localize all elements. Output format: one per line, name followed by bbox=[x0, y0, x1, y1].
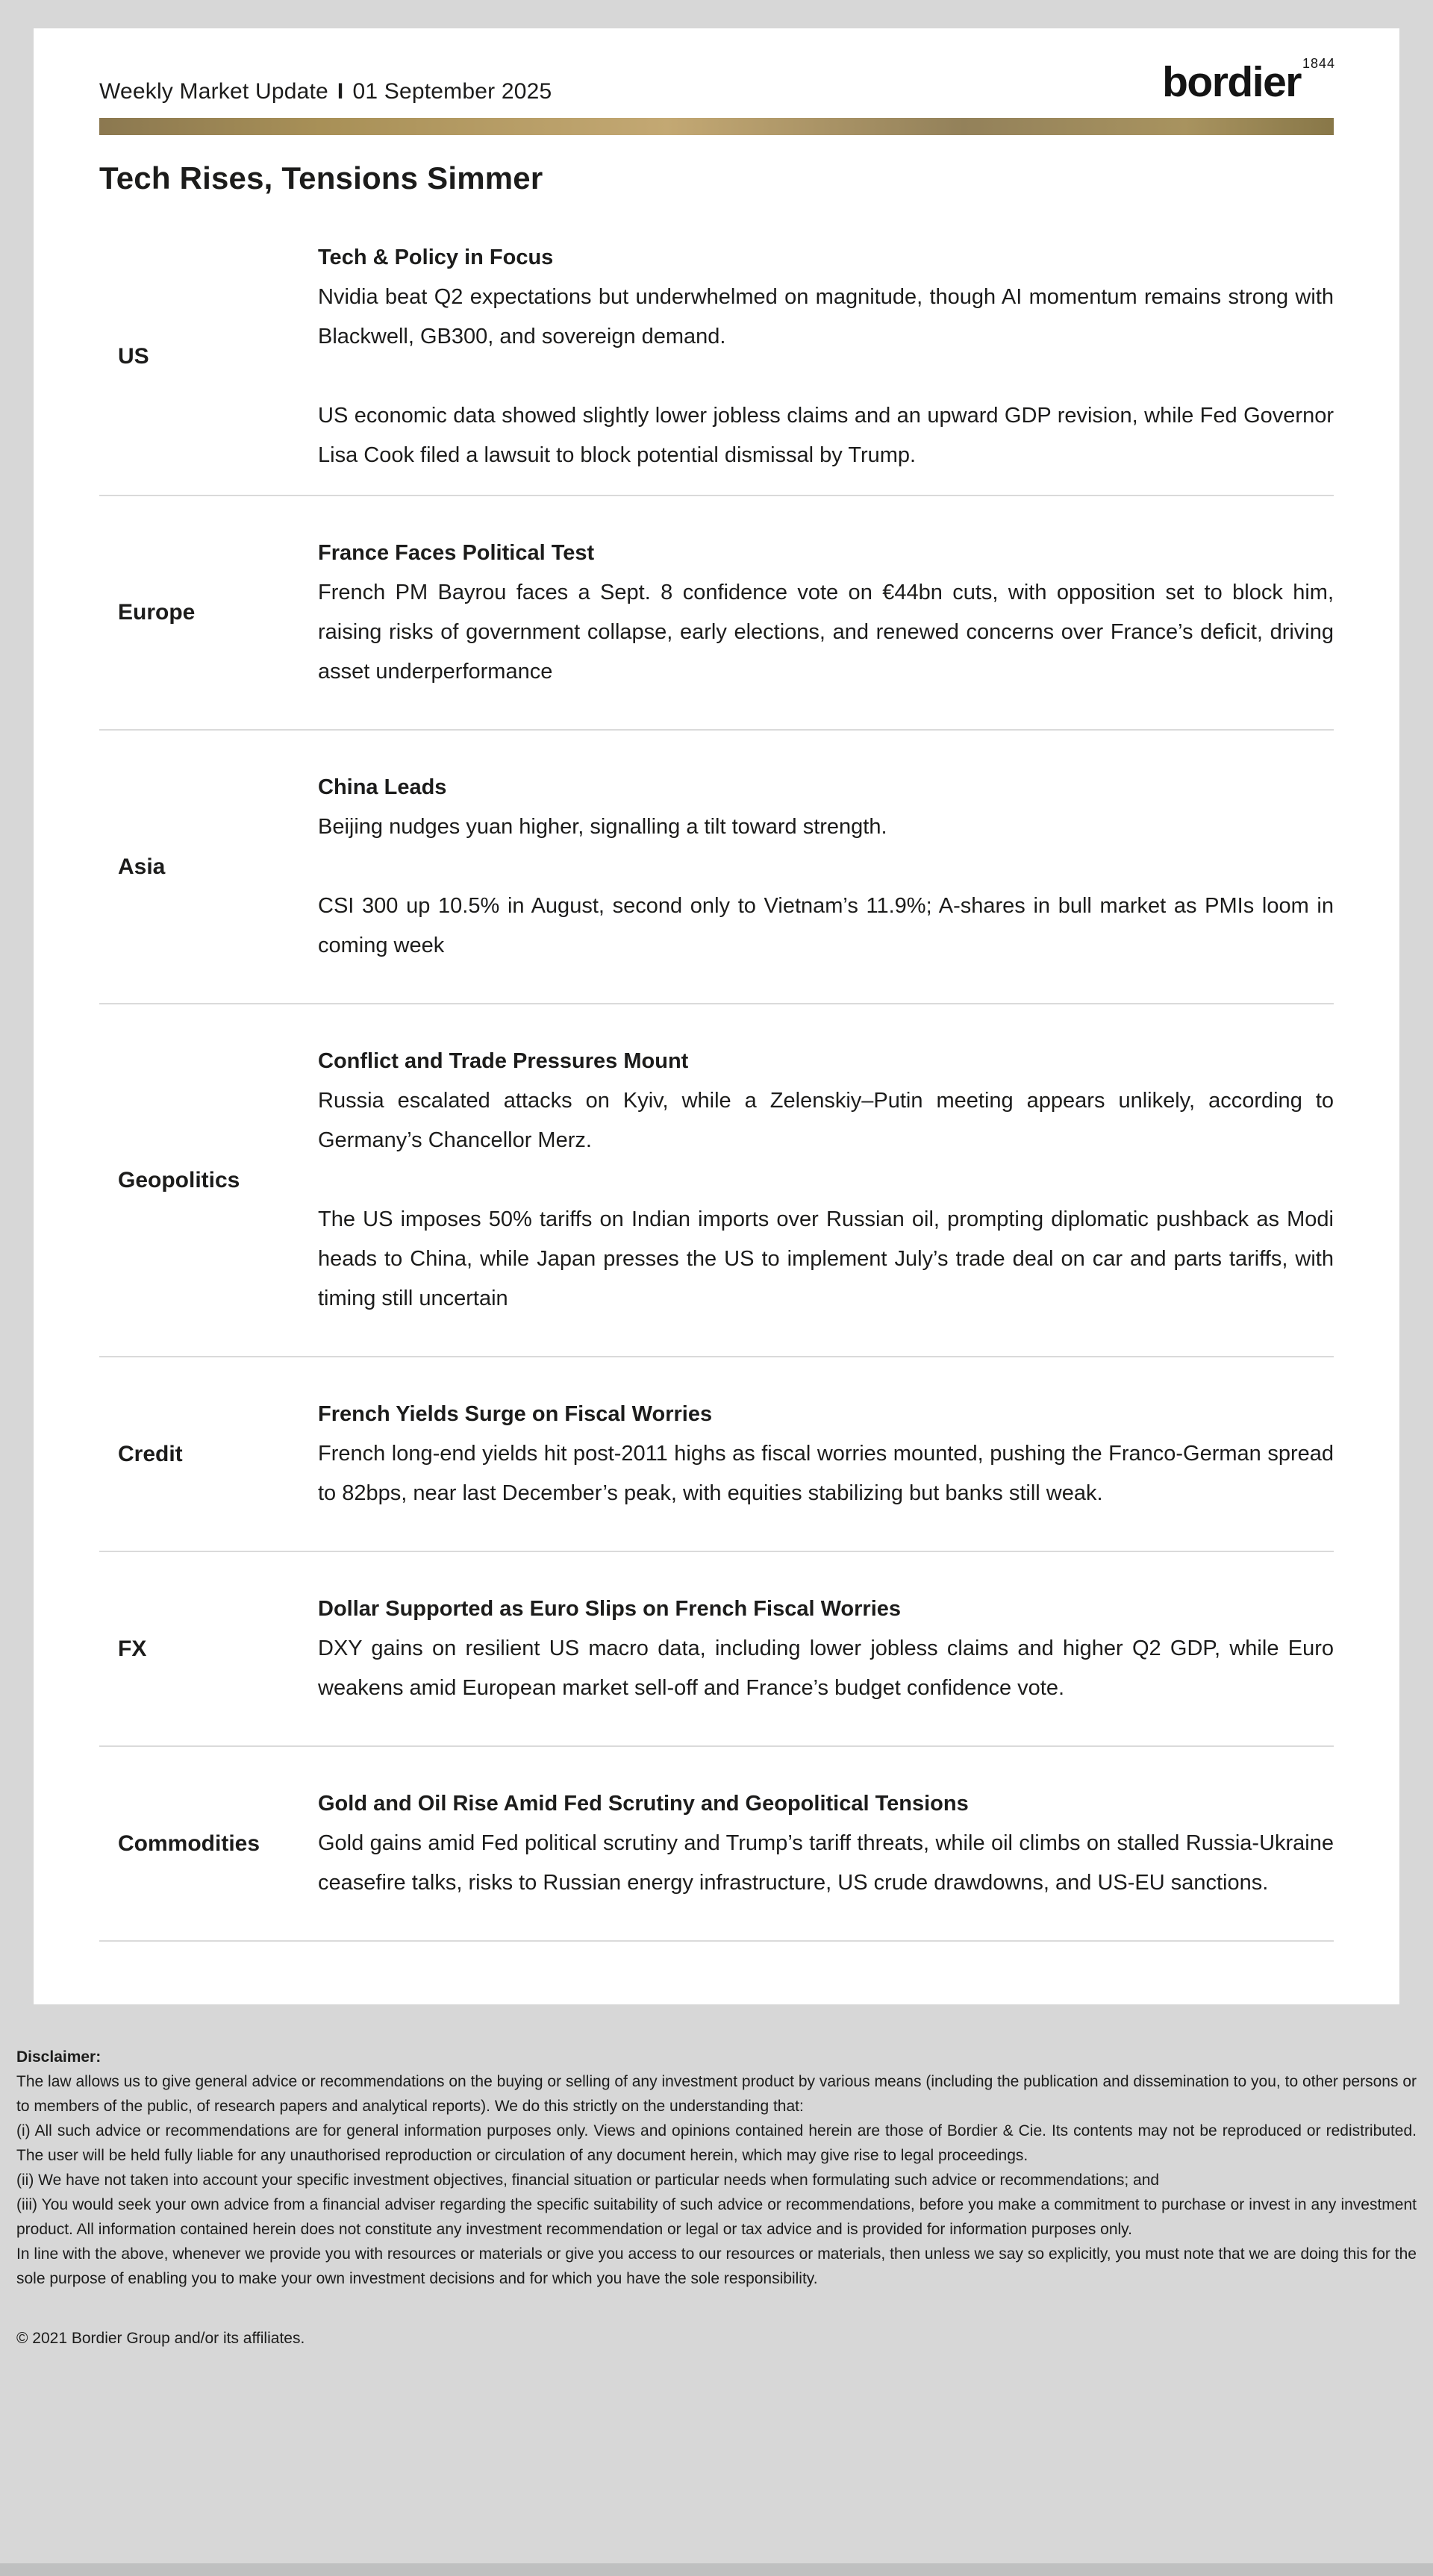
row-label: Asia bbox=[118, 854, 166, 879]
brand-logo-year: 1844 bbox=[1302, 56, 1335, 71]
title-separator: I bbox=[337, 79, 344, 104]
table-row-europe bbox=[99, 496, 1334, 731]
row-paragraph: DXY gains on resilient US macro data, including lower jobless claims and higher Q2 GDP, while Euro weakens amid European market sell-off and France’s budget confidence vote. bbox=[318, 1636, 1334, 1700]
row-content bbox=[318, 238, 1334, 475]
row-content bbox=[318, 768, 1334, 966]
row-paragraph: Nvidia beat Q2 expectations but underwhelmed on magnitude, though AI momentum remains strong with Blackwell, GB300, and sovereign demand. bbox=[318, 285, 1334, 348]
disclaimer-heading: Disclaimer: bbox=[16, 2048, 102, 2066]
report-date: 01 September 2025 bbox=[352, 79, 552, 104]
copyright-notice: © 2021 Bordier Group and/or its affiliates. bbox=[16, 2330, 305, 2347]
disclaimer-line: In line with the above, whenever we provide you with resources or materials or give you access to our resources or materials, then unless we say so explicitly, you must note that we are doing this for the sole purpose of enabling you to make your own investment decisions and for which you have the sole responsibility. bbox=[16, 2245, 1417, 2287]
table-row-commodities bbox=[99, 1747, 1334, 1942]
row-heading: Dollar Supported as Euro Slips on French Fiscal Worries bbox=[318, 1597, 902, 1621]
disclaimer-line: (i) All such advice or recommendations are for general information purposes only. Views and opinions contained herein are those of Bordier & Cie. Its contents may not be reproduced or redistributed. The user will be held fully liable for any unauthorised reproduction or circulation of any document herein, which may give rise to legal proceedings. bbox=[16, 2122, 1417, 2164]
row-paragraph: US economic data showed slightly lower jobless claims and an upward GDP revision, while Fed Governor Lisa Cook filed a lawsuit to block potential dismissal by Trump. bbox=[318, 404, 1334, 467]
table-row-us bbox=[99, 228, 1334, 496]
row-label: Commodities bbox=[118, 1831, 260, 1856]
row-heading: Tech & Policy in Focus bbox=[318, 246, 554, 269]
brand-logo bbox=[1162, 56, 1335, 106]
row-content bbox=[318, 1042, 1334, 1319]
table-row-credit bbox=[99, 1357, 1334, 1552]
disclaimer bbox=[16, 2045, 1417, 2291]
row-content bbox=[318, 1395, 1334, 1513]
row-label: US bbox=[118, 344, 149, 369]
row-paragraph: Beijing nudges yuan higher, signalling a tilt toward strength. bbox=[318, 815, 887, 839]
report-card bbox=[34, 28, 1399, 2004]
brand-logo-name: bordier bbox=[1162, 58, 1301, 106]
row-heading: Gold and Oil Rise Amid Fed Scrutiny and Geopolitical Tensions bbox=[318, 1792, 969, 1816]
disclaimer-line: The law allows us to give general advice or recommendations on the buying or selling of any investment product by various means (including the publication and dissemination to you, to other persons or to members of the public, of research papers and analytical reports). We do this strictly on the understanding that: bbox=[16, 2073, 1417, 2115]
row-label: Europe bbox=[118, 600, 196, 625]
row-heading: China Leads bbox=[318, 775, 447, 799]
table-row-geopolitics bbox=[99, 1004, 1334, 1357]
row-label: FX bbox=[118, 1636, 147, 1661]
row-content bbox=[318, 1589, 1334, 1708]
row-heading: Conflict and Trade Pressures Mount bbox=[318, 1049, 689, 1073]
row-label: Credit bbox=[118, 1441, 183, 1466]
row-paragraph: Russia escalated attacks on Kyiv, while a Zelenskiy–Putin meeting appears unlikely, according to Germany’s Chancellor Merz. bbox=[318, 1089, 1334, 1152]
disclaimer-line: (iii) You would seek your own advice from a financial adviser regarding the specific suitability of such advice or recommendations, before you make a commitment to purchase or invest in any investment product. All information contained herein does not constitute any investment recommendation or legal or tax advice and is provided for information purposes only. bbox=[16, 2196, 1417, 2238]
accent-bar bbox=[99, 118, 1334, 135]
report-title bbox=[99, 61, 552, 104]
page-bottom-bar bbox=[0, 2563, 1433, 2576]
table-row-fx bbox=[99, 1552, 1334, 1747]
row-paragraph: Gold gains amid Fed political scrutiny and Trump’s tariff threats, while oil climbs on stalled Russia-Ukraine ceasefire talks, risks to Russian energy infrastructure, US crude drawdowns, and US-EU sanctions. bbox=[318, 1831, 1334, 1895]
row-content bbox=[318, 534, 1334, 692]
disclaimer-line: (ii) We have not taken into account your specific investment objectives, financial situation or particular needs when formulating such advice or recommendations; and bbox=[16, 2172, 1160, 2189]
row-paragraph: French PM Bayrou faces a Sept. 8 confidence vote on €44bn cuts, with opposition set to block him, raising risks of government collapse, early elections, and renewed concerns over France’s deficit, driving asset underperformance bbox=[318, 581, 1334, 684]
masthead bbox=[99, 56, 1335, 106]
row-heading: France Faces Political Test bbox=[318, 541, 595, 565]
row-paragraph: French long-end yields hit post-2011 highs as fiscal worries mounted, pushing the Franco-German spread to 82bps, near last December’s peak, with equities stabilizing but banks still weak. bbox=[318, 1442, 1334, 1505]
table-row-asia bbox=[99, 731, 1334, 1004]
market-table bbox=[99, 228, 1334, 1942]
page-title: Tech Rises, Tensions Simmer bbox=[99, 160, 543, 196]
row-heading: French Yields Surge on Fiscal Worries bbox=[318, 1402, 713, 1426]
row-paragraph: The US imposes 50% tariffs on Indian imports over Russian oil, prompting diplomatic pushback as Modi heads to China, while Japan presses the US to implement July’s trade deal on car and parts tariffs, with timing still uncertain bbox=[318, 1207, 1334, 1310]
row-content bbox=[318, 1784, 1334, 1903]
report-title-text: Weekly Market Update bbox=[99, 79, 328, 104]
row-paragraph: CSI 300 up 10.5% in August, second only to Vietnam’s 11.9%; A-shares in bull market as PMIs loom in coming week bbox=[318, 894, 1334, 957]
row-label: Geopolitics bbox=[118, 1167, 240, 1192]
